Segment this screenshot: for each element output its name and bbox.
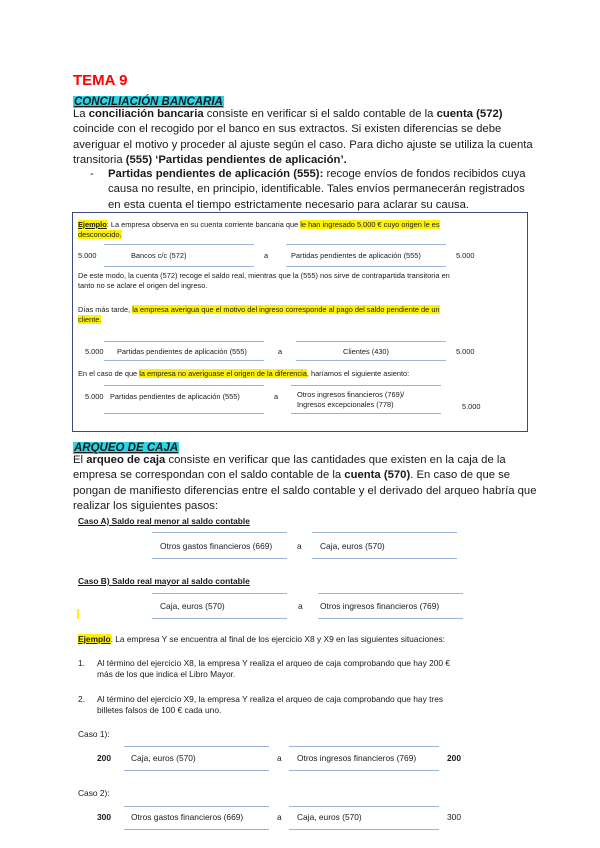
conciliacion-paragraph (73, 107, 533, 168)
caso2-credit: Caja, euros (570) (297, 812, 362, 822)
text-bold: (555) ‘Partidas pendientes de aplicación’. (125, 153, 347, 166)
entry1-amount: 5.000 (78, 251, 97, 260)
caso2-amount: 300 (97, 812, 111, 822)
entry1-credit: Partidas pendientes de aplicación (555) (291, 251, 421, 260)
text-line: realizar los siguientes pasos: (73, 499, 219, 512)
text: En el caso de que (78, 369, 140, 378)
entry3-debit: Partidas pendientes de aplicación (555) (110, 392, 240, 401)
rule-line (286, 244, 446, 245)
text: consiste en verificar si el saldo contable de la (203, 108, 437, 120)
text-line: en esta cuenta el tiempo estrictamente necesario para aclarar su causa. (108, 198, 470, 211)
rule-line (289, 770, 439, 771)
case-b-a: a (298, 601, 303, 611)
rule-line (291, 385, 441, 386)
case-a-credit: Caja, euros (570) (320, 541, 385, 551)
text-line: Ingresos excepcionales (778) (297, 399, 394, 409)
text: , haríamos el siguiente asiento: (306, 369, 410, 378)
rule-line (286, 266, 446, 267)
caso2-label: Caso 2): (78, 788, 110, 798)
rule-line (312, 558, 457, 559)
rule-line (289, 829, 439, 830)
case-a-title: Caso A) Saldo real menor al saldo contable (78, 516, 250, 526)
text-highlight: cliente. (78, 314, 102, 324)
entry2-credit: Clientes (430) (343, 347, 390, 356)
rule-line (104, 360, 264, 361)
case-a-a: a (297, 541, 302, 551)
entry2-amount: 5.000 (85, 347, 104, 356)
rule-line (291, 413, 441, 414)
note2 (78, 305, 523, 324)
rule-line (289, 806, 439, 807)
section-heading-text: ARQUEO DE CAJA (74, 442, 179, 454)
rule-line (152, 593, 287, 594)
text: Días más tarde, (78, 305, 133, 314)
case-b-title: Caso B) Saldo real mayor al saldo contable (78, 576, 250, 586)
case-b-credit: Otros ingresos financieros (769) (320, 601, 440, 611)
text-bold: arqueo de caja (86, 454, 166, 466)
rule-line (312, 532, 457, 533)
rule-line (124, 746, 269, 747)
entry1-amount2: 5.000 (456, 251, 475, 260)
rule-line (104, 385, 264, 386)
text-bold: cuenta (570) (344, 469, 411, 482)
text: recoge envíos de fondos recibidos cuya (323, 168, 526, 180)
example-label: Ejemplo (78, 634, 111, 644)
arqueo-example-intro (78, 634, 538, 645)
rule-line (124, 806, 269, 807)
caso1-amount2: 200 (447, 753, 461, 763)
item1-number: 1. (78, 658, 85, 668)
text-highlight: la empresa no averiguase el origen de la diferencia (139, 369, 307, 378)
text-line: Al término del ejercicio X9, la empresa Y realiza el arqueo de caja comprobando que hay tres (97, 694, 444, 704)
rule-line (152, 532, 287, 533)
text-line: tanto no se aclare el origen del ingreso. (78, 280, 208, 290)
rule-line (124, 829, 269, 830)
text-line: billetes falsos de 100 € cada uno. (97, 705, 222, 715)
text: consiste en verificar que las cantidades que existen en la caja de la (165, 454, 506, 466)
item2-number: 2. (78, 694, 85, 704)
rule-line (296, 360, 446, 361)
text-line: De este modo, la cuenta (572) recoge el saldo real, mientras que la (555) nos sirve de contrapartida transitoria en (78, 271, 450, 280)
text-bold: Partidas pendientes de aplicación (555): (108, 168, 324, 180)
caso1-debit: Caja, euros (570) (131, 753, 196, 763)
rule-line (104, 244, 254, 245)
text-highlight: la empresa averigua que el motivo del ingreso corresponde al pago del saldo pendiente de un (132, 305, 440, 314)
text-line: averiguar el motivo y proceder al ajuste según el caso. Para dicho ajuste se utiliza la cuenta (73, 138, 533, 151)
text: : La empresa Y se encuentra al final de los ejercicio X8 y X9 en las siguientes situaciones: (110, 634, 445, 644)
rule-line (289, 746, 439, 747)
arqueo-paragraph (73, 453, 543, 514)
bullet-dash: - (90, 168, 94, 180)
text-line: coincide con el recogido por el banco en sus extractos. Si existen diferencias se debe (73, 123, 502, 136)
note1 (78, 271, 523, 290)
text-highlight: desconocido. (78, 229, 122, 239)
rule-line (318, 618, 463, 619)
entry3-credit (297, 390, 404, 409)
rule-line (124, 770, 269, 771)
rule-line (104, 266, 254, 267)
highlight-mark (77, 609, 79, 619)
section-heading-text: CONCILIACIÓN BANCARIA (74, 96, 223, 108)
text-line: Otros ingresos financieros (769)/ (297, 390, 405, 399)
entry3-amount: 5.000 (85, 392, 104, 401)
entry1-debit: Bancos c/c (572) (131, 251, 187, 260)
text-line: Al término del ejercicio X8, la empresa Y realiza el arqueo de caja comprobando que hay 200 € (97, 658, 451, 668)
item2-text (97, 694, 537, 716)
text-line: causa no resulte, en principio, identificable. Tales envíos permanecerán registrados (108, 183, 525, 196)
caso1-label: Caso 1): (78, 729, 110, 739)
text: El (73, 454, 87, 466)
text-bold: cuenta (572) (436, 108, 503, 120)
case-a-debit: Otros gastos financieros (669) (160, 541, 273, 551)
text-bold: conciliación bancaria (88, 108, 204, 120)
text: empresa se correspondan con el saldo contable de la (73, 469, 345, 482)
caso1-amount: 200 (97, 753, 111, 763)
rule-line (152, 558, 287, 559)
text-line: pongan de manifiesto diferencias entre el saldo contable y el derivado del arqueo habría que (73, 484, 537, 497)
bullet-paragraph (108, 167, 528, 213)
example-label: Ejemplo (78, 220, 107, 229)
example-intro (78, 220, 523, 239)
entry3-amount2: 5.000 (462, 402, 481, 411)
text: La (73, 108, 89, 120)
item1-text (97, 658, 537, 680)
rule-line (152, 618, 287, 619)
text: : La empresa observa en su cuenta corriente bancaria que (106, 220, 301, 229)
entry1-a: a (264, 251, 269, 260)
text-highlight: le han ingresado 5.000 € cuyo origen le es (300, 220, 440, 229)
rule-line (296, 341, 446, 342)
entry3-a: a (274, 392, 279, 401)
caso1-a: a (277, 753, 282, 763)
rule-line (104, 341, 264, 342)
case-b-debit: Caja, euros (570) (160, 601, 225, 611)
text: . En caso de que se (410, 469, 511, 482)
caso2-amount2: 300 (447, 812, 461, 822)
text: transitoria (73, 153, 126, 166)
caso2-a: a (277, 812, 282, 822)
entry2-debit: Partidas pendientes de aplicación (555) (117, 347, 247, 356)
entry2-amount2: 5.000 (456, 347, 475, 356)
rule-line (104, 413, 264, 414)
caso1-credit: Otros ingresos financieros (769) (297, 753, 417, 763)
page-title: TEMA 9 (73, 72, 128, 89)
rule-line (318, 593, 463, 594)
entry2-a: a (278, 347, 283, 356)
caso2-debit: Otros gastos financieros (669) (131, 812, 244, 822)
text-line: más de los que indica el Libro Mayor. (97, 669, 236, 679)
note3 (78, 369, 523, 379)
